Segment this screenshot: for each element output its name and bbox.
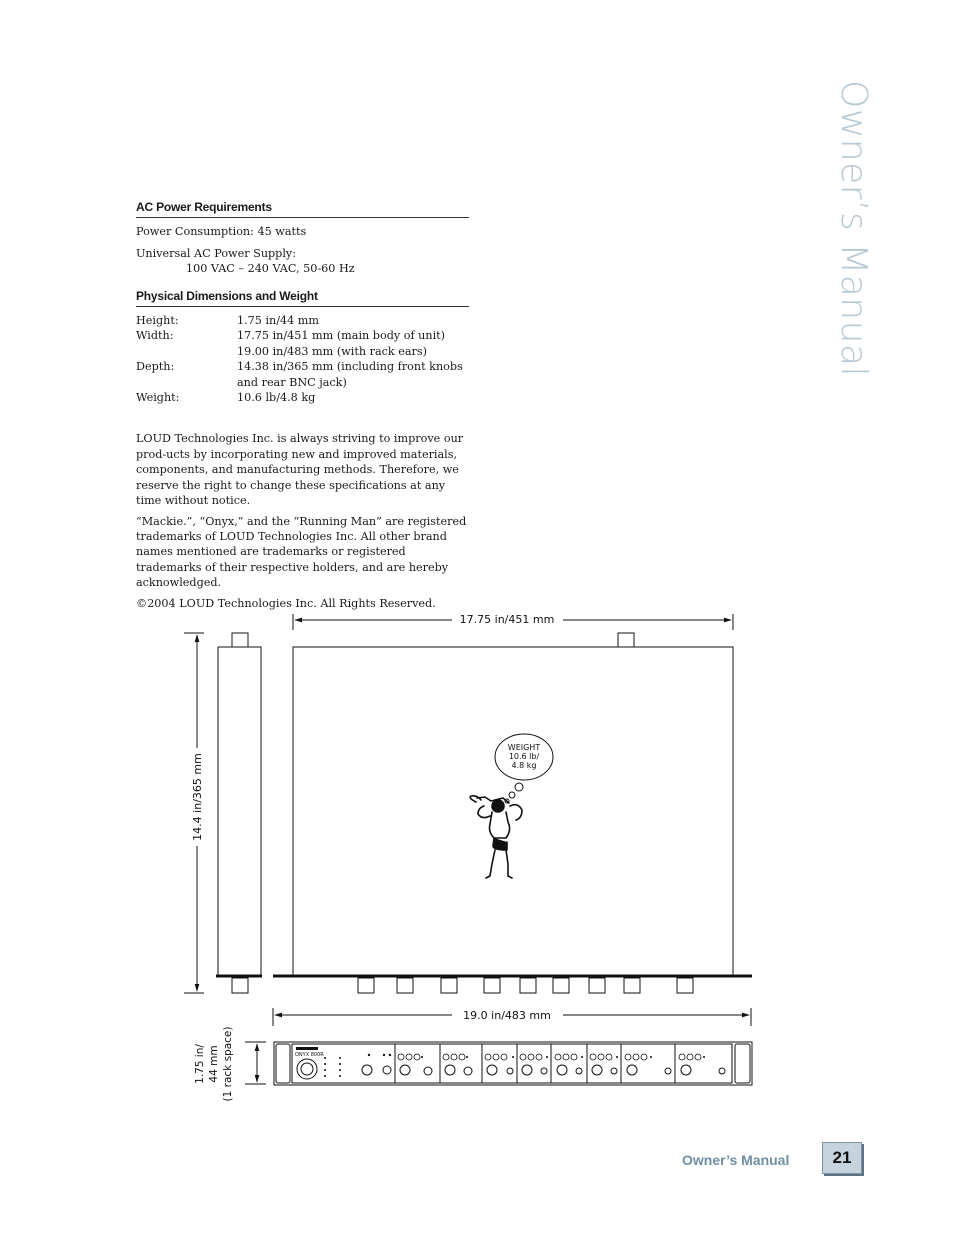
height-label-line: 1.75 in/ xyxy=(194,1044,206,1084)
spec-content xyxy=(136,200,469,616)
dim-value: 1.75 in/44 mm xyxy=(237,314,320,328)
legal-notice xyxy=(136,431,469,610)
dimensions-table xyxy=(136,313,469,405)
weight-bubble-line: 10.6 lb/ xyxy=(508,752,540,761)
legal-paragraph: LOUD Technologies Inc. is always striving to improve our prod-ucts by incorporating new and improved materials, components, and manufacturing methods. Therefore, we reserve the right to change these specifications at any time without notice. xyxy=(136,432,464,508)
dim-value: 10.6 lb/4.8 kg xyxy=(237,391,316,405)
height-label-line: 44 mm xyxy=(208,1045,220,1083)
width-label: 17.75 in/451 mm xyxy=(459,613,555,626)
dim-label: Width: xyxy=(136,329,174,343)
power-supply-label: Universal AC Power Supply: xyxy=(136,246,297,260)
ac-power-heading: AC Power Requirements xyxy=(136,200,469,218)
dim-label xyxy=(136,344,237,359)
strongman-illustration xyxy=(470,796,522,878)
weight-bubble-line: 4.8 kg xyxy=(511,761,537,770)
footer-label: Owner’s Manual xyxy=(682,1152,790,1168)
rack-width-label: 19.0 in/483 mm xyxy=(463,1009,551,1022)
power-supply-value: 100 VAC – 240 VAC, 50-60 Hz xyxy=(186,262,355,276)
dim-label: Depth: xyxy=(136,360,175,374)
dim-label: Weight: xyxy=(136,391,180,405)
copyright: ©2004 LOUD Technologies Inc. All Rights Reserved. xyxy=(136,596,436,610)
dimensions-heading: Physical Dimensions and Weight xyxy=(136,289,469,307)
side-title xyxy=(790,80,910,378)
page-number: 21 xyxy=(822,1142,862,1174)
dim-value: 14.38 in/365 mm (including front knobs and rear BNC jack) xyxy=(237,360,463,389)
depth-label: 14.4 in/365 mm xyxy=(191,753,204,841)
weight-bubble-line: WEIGHT xyxy=(507,743,541,752)
dim-value: 17.75 in/451 mm (main body of unit) xyxy=(237,329,446,343)
front-panel-brand: ONYX 800R xyxy=(295,1052,324,1058)
height-label-line: (1 rack space) xyxy=(222,1026,234,1102)
power-consumption: Power Consumption: 45 watts xyxy=(136,225,307,239)
side-title-text: Owner’s Manual xyxy=(833,80,874,378)
legal-paragraph: “Mackie.”, “Onyx,” and the “Running Man” are registered trademarks of LOUD Technologies Inc. All other brand names mentioned are trademarks or registered trademarks of their respective holders, and are hereby acknowledged. xyxy=(136,514,467,590)
power-supply xyxy=(136,246,469,277)
dim-value: 19.00 in/483 mm (with rack ears) xyxy=(237,344,427,358)
dim-label: Height: xyxy=(136,314,179,328)
